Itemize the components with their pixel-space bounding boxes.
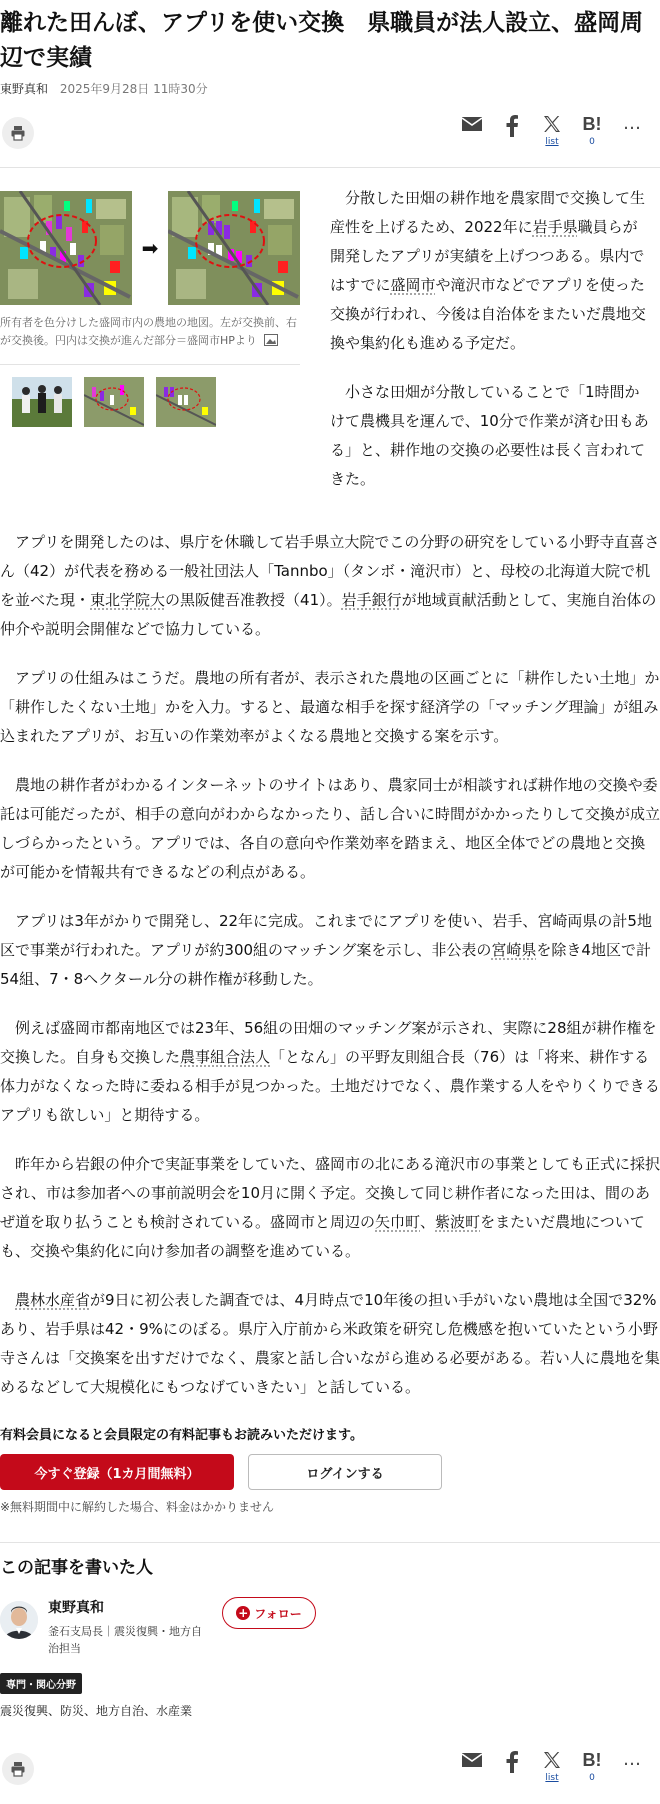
caption-text: 所有者を色分けした盛岡市内の農地の地図。左が交換前、右が交換後。円内は交換が進んだ部分＝盛岡市HPより xyxy=(0,316,297,347)
photo-thumbnails xyxy=(0,364,300,427)
article-paragraph xyxy=(0,771,660,887)
article-paragraph xyxy=(0,1150,660,1266)
hatena-share-button[interactable] xyxy=(572,111,612,155)
article-paragraph xyxy=(0,1286,660,1402)
map-after-image xyxy=(168,191,300,305)
paragraph-text: の黒阪健吾准教授（41）。 xyxy=(165,591,342,609)
x-list-link[interactable]: list xyxy=(545,136,559,147)
print-icon xyxy=(10,125,26,141)
print-button[interactable] xyxy=(2,117,34,149)
facebook-share-button[interactable] xyxy=(492,111,532,155)
thumbnail-map-before[interactable] xyxy=(84,377,144,427)
paragraph-text: アプリを開発したのは、県庁を休職して岩手県立大院でこの分野の研究をしている小野寺直喜さん（42）が代表を務める一般社団法人「Tannbo」（タンボ・滝沢市）と、母校の北海道大院で机を並べた現・ xyxy=(0,533,660,609)
hatena-bookmark-icon: B! xyxy=(582,113,602,134)
share-bar-top xyxy=(0,98,660,168)
follow-label: フォロー xyxy=(254,1606,302,1621)
article-paragraph xyxy=(330,378,650,494)
paragraph-text: が9日に初公表した調査では、4月時点で10年後の担い手がいない農地は全国で32%あり、岩手県は42・9%にのぼる。県庁入庁前から米政策を研究し危機感を抱いていたという小野寺さんは「交換案を出すだけでなく、農家と話し合いながら進める必要がある。若い人に農地を集めるなどして大規模化にもつなげていきたい」と話している。 xyxy=(0,1291,660,1396)
mail-icon xyxy=(461,115,483,133)
article-paragraph xyxy=(0,664,660,751)
keyword-link[interactable]: 矢巾町 xyxy=(375,1213,421,1231)
print-icon xyxy=(10,1761,26,1777)
paragraph-text: 例えば盛岡市都南地区では23年、56組の田畑のマッチング案が示され、実際に28組が耕作権を交換した。自身も交換した xyxy=(0,1019,657,1066)
lead-text xyxy=(330,184,650,514)
paragraph-text: アプリは3年がかりで開発し、22年に完成。これまでにアプリを使い、岩手、宮崎両県の計5地区で事業が行われた。アプリが約300組のマッチング案を示し、非公表の xyxy=(0,912,652,959)
share-bar-bottom xyxy=(0,1734,660,1804)
mail-icon xyxy=(461,1751,483,1769)
keyword-link[interactable]: 紫波町 xyxy=(435,1213,481,1231)
author-box xyxy=(0,1542,660,1720)
mail-share-button[interactable] xyxy=(452,1747,492,1791)
article-paragraph xyxy=(0,907,660,994)
map-before-image xyxy=(0,191,132,305)
print-button[interactable] xyxy=(2,1753,34,1785)
paragraph-text: 、 xyxy=(420,1213,436,1231)
lead-section xyxy=(0,184,660,514)
byline xyxy=(0,80,660,98)
follow-button[interactable] xyxy=(222,1597,316,1629)
article-headline: 離れた田んぼ、アプリを使い交換 県職員が法人設立、盛岡周辺で実績 xyxy=(0,10,644,71)
before-after-arrow: ➡ xyxy=(141,236,159,260)
author-name-link[interactable]: 東野真和 xyxy=(0,82,49,96)
author-avatar[interactable] xyxy=(0,1601,38,1639)
paragraph-text: 小さな田畑が分散していることで「1時間かけて農機具を運んで、10分で作業が済む田もある」と、耕作地の交換の必要性は長く言われてきた。 xyxy=(330,383,649,488)
hatena-bookmark-icon: B! xyxy=(582,1750,602,1770)
thumbnail-people-photo[interactable] xyxy=(12,377,72,427)
keyword-link[interactable]: 農事組合法人 xyxy=(180,1048,271,1066)
more-icon: … xyxy=(623,1749,641,1770)
paragraph-text: を除き4地区で計54組、7・8ヘクタール分の耕作権が移動した。 xyxy=(0,941,651,988)
x-share-button[interactable] xyxy=(532,1747,572,1791)
plus-icon: + xyxy=(238,1606,249,1620)
specialty-badge: 専門・関心分野 xyxy=(0,1673,82,1694)
facebook-share-button[interactable] xyxy=(492,1747,532,1791)
more-icon: … xyxy=(623,112,641,134)
photo-caption xyxy=(0,314,300,350)
publish-date: 2025年9月28日 11時30分 xyxy=(59,82,208,96)
keyword-link[interactable]: 東北学院大 xyxy=(90,591,166,609)
main-photo[interactable] xyxy=(0,188,300,308)
register-button[interactable]: 今すぐ登録（1カ月間無料） xyxy=(0,1454,234,1490)
x-share-button[interactable] xyxy=(532,111,572,155)
specialty-fields: 震災復興、防災、地方自治、水産業 xyxy=(0,1704,193,1718)
paywall xyxy=(0,1424,660,1516)
more-share-button[interactable] xyxy=(612,1747,652,1791)
paragraph-text: 昨年から岩銀の仲介で実証事業をしていた、盛岡市の北にある滝沢市の事業としても正式に採択され、市は参加者への事前説明会を10月に開く予定。交換して同じ耕作者になった田は、間のあぜ道を取り払うことも検討されている。盛岡市と周辺の xyxy=(0,1155,660,1231)
article-media xyxy=(0,184,300,514)
keyword-link[interactable]: 農林水産省 xyxy=(15,1291,91,1309)
x-list-link[interactable]: list xyxy=(545,1773,559,1783)
facebook-icon xyxy=(505,115,519,137)
paragraph-text: 農地の耕作者がわかるインターネットのサイトはあり、農家同士が相談すれば耕作地の交換や委託は可能だったが、相手の意向がわからなかったり、話し合いに時間がかかったりして交換が成立しづらかったという。アプリでは、各自の意向や作業効率を踏まえ、地区全体でどの農地と交換が可能かを情報共有できるなどの利点がある。 xyxy=(0,776,660,881)
article-body xyxy=(0,528,660,1402)
hatena-count: 0 xyxy=(589,136,595,147)
keyword-link[interactable]: 岩手県 xyxy=(532,218,578,236)
paragraph-text: をまたいだ農地についても、交換や集約化に向け参加者の調整を進めている。 xyxy=(0,1213,645,1260)
mail-share-button[interactable] xyxy=(452,111,492,155)
article-paragraph xyxy=(0,528,660,644)
facebook-icon xyxy=(505,1751,519,1773)
x-icon xyxy=(543,1751,561,1769)
paragraph-text: 分散した田畑の耕作地を農家間で交換して生産性を上げるため、2022年に xyxy=(330,189,646,236)
keyword-link[interactable]: 宮崎県 xyxy=(491,941,537,959)
paragraph-text: 職員らが開発したアプリが実績を上げつつある。県内ではすでに xyxy=(330,218,645,294)
keyword-link[interactable]: 岩手銀行 xyxy=(341,591,402,609)
author-box-name[interactable]: 東野真和 xyxy=(48,1600,104,1616)
article-paragraph xyxy=(0,1014,660,1130)
paragraph-text: アプリの仕組みはこうだ。農地の所有者が、表示された農地の区画ごとに「耕作したい土地」か「耕作したくない土地」かを入力。すると、最適な相手を探す経済学の「マッチング理論」が組み込まれたアプリが、お互いの作業効率がよくなる農地と交換する案を示す。 xyxy=(0,669,660,745)
article-paragraph xyxy=(330,184,650,358)
author-role: 釜石支局長｜震災復興・地方自治担当 xyxy=(48,1625,202,1655)
gallery-icon[interactable] xyxy=(264,334,278,346)
paragraph-text: 「となん」の平野友則組合長（76）は「将来、耕作する体力がなくなった時に委ねる相手が見つかった。土地だけでなく、農作業する人をやりくりできるアプリも欲しい」と期待する。 xyxy=(0,1048,660,1124)
more-share-button[interactable] xyxy=(612,111,652,155)
thumbnail-map-after[interactable] xyxy=(156,377,216,427)
paragraph-text: が地域貢献活動として、実施自治体の仲介や説明会開催などで協力している。 xyxy=(0,591,657,638)
paywall-message: 有料会員になると会員限定の有料記事もお読みいただけます。 xyxy=(0,1428,363,1443)
keyword-link[interactable]: 盛岡市 xyxy=(390,276,436,294)
author-box-heading: この記事を書いた人 xyxy=(0,1558,153,1578)
x-icon xyxy=(543,115,561,133)
paywall-note: ※無料期間中に解約した場合、料金はかかりません xyxy=(0,1500,275,1514)
login-button[interactable]: ログインする xyxy=(248,1454,442,1490)
hatena-count: 0 xyxy=(589,1773,595,1783)
paragraph-text: や滝沢市などでアプリを使った交換が行われ、今後は自治体をまたいだ農地交換や集約化も進める予定だ。 xyxy=(330,276,646,352)
hatena-share-button[interactable] xyxy=(572,1747,612,1791)
